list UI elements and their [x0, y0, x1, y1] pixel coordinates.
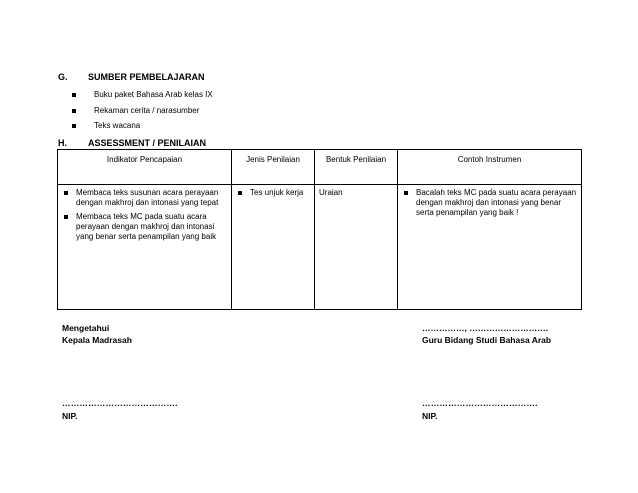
header-instrumen: Contoh Instrumen: [398, 150, 582, 185]
list-item: [62, 212, 227, 242]
section-h-number: H.: [58, 138, 67, 148]
section-g-title: SUMBER PEMBELAJARAN: [88, 72, 205, 82]
bullet-icon: [64, 191, 68, 195]
bullet-icon: [404, 191, 408, 195]
list-item-label: Bacalah teks MC pada suatu acara perayaan dengan makhroj dan intonasi yang benar serta penampilan yang baik !: [416, 188, 577, 217]
list-item: [236, 188, 310, 198]
signature-left-nip: NIP.: [62, 411, 78, 421]
list-item-label: Rekaman cerita / narasumber: [94, 106, 200, 115]
signature-left-line2: Kepala Madrasah: [62, 335, 132, 345]
signature-right-line1: ……………, ……………………….: [422, 323, 549, 333]
signature-left-dots: ………………………………….: [62, 398, 178, 408]
list-item: [72, 106, 199, 115]
section-h-title: ASSESSMENT / PENILAIAN: [88, 138, 207, 148]
bullet-icon: [72, 109, 76, 113]
signature-right-nip: NIP.: [422, 411, 438, 421]
cell-jenis: [232, 185, 315, 310]
bullet-icon: [64, 215, 68, 219]
list-item: [72, 121, 140, 130]
signature-right-line2: Guru Bidang Studi Bahasa Arab: [422, 335, 552, 345]
list-item: [72, 90, 213, 99]
header-bentuk: Bentuk Penilaian: [315, 150, 398, 185]
cell-bentuk: Uraian: [315, 185, 398, 310]
list-item-label: Buku paket Bahasa Arab kelas IX: [94, 90, 213, 99]
table-row: [58, 185, 582, 310]
cell-indikator: [58, 185, 232, 310]
list-item-label: Membaca teks MC pada suatu acara perayaan dengan makhroj dan intonasi yang benar serta penampilan yang baik: [76, 212, 217, 241]
bullet-icon: [238, 191, 242, 195]
signature-left: [62, 322, 132, 346]
signature-right: [422, 322, 551, 346]
signature-left-line1: Mengetahui: [62, 323, 110, 333]
list-item-label: Membaca teks susunan acara perayaan dengan makhroj dan intonasi yang tepat: [76, 188, 219, 207]
list-item: [402, 188, 577, 218]
bullet-icon: [72, 93, 76, 97]
table-header-row: [58, 150, 582, 185]
cell-instrumen: [398, 185, 582, 310]
header-indikator: Indikator Pencapaian: [58, 150, 232, 185]
signature-right-dots: ………………………………….: [422, 398, 538, 408]
section-g-number: G.: [58, 72, 68, 82]
list-item-label: Tes unjuk kerja: [250, 188, 304, 197]
list-item: [62, 188, 227, 208]
list-item-label: Teks wacana: [94, 121, 141, 130]
header-jenis: Jenis Penilaian: [232, 150, 315, 185]
bullet-icon: [72, 124, 76, 128]
assessment-table: [57, 149, 582, 310]
